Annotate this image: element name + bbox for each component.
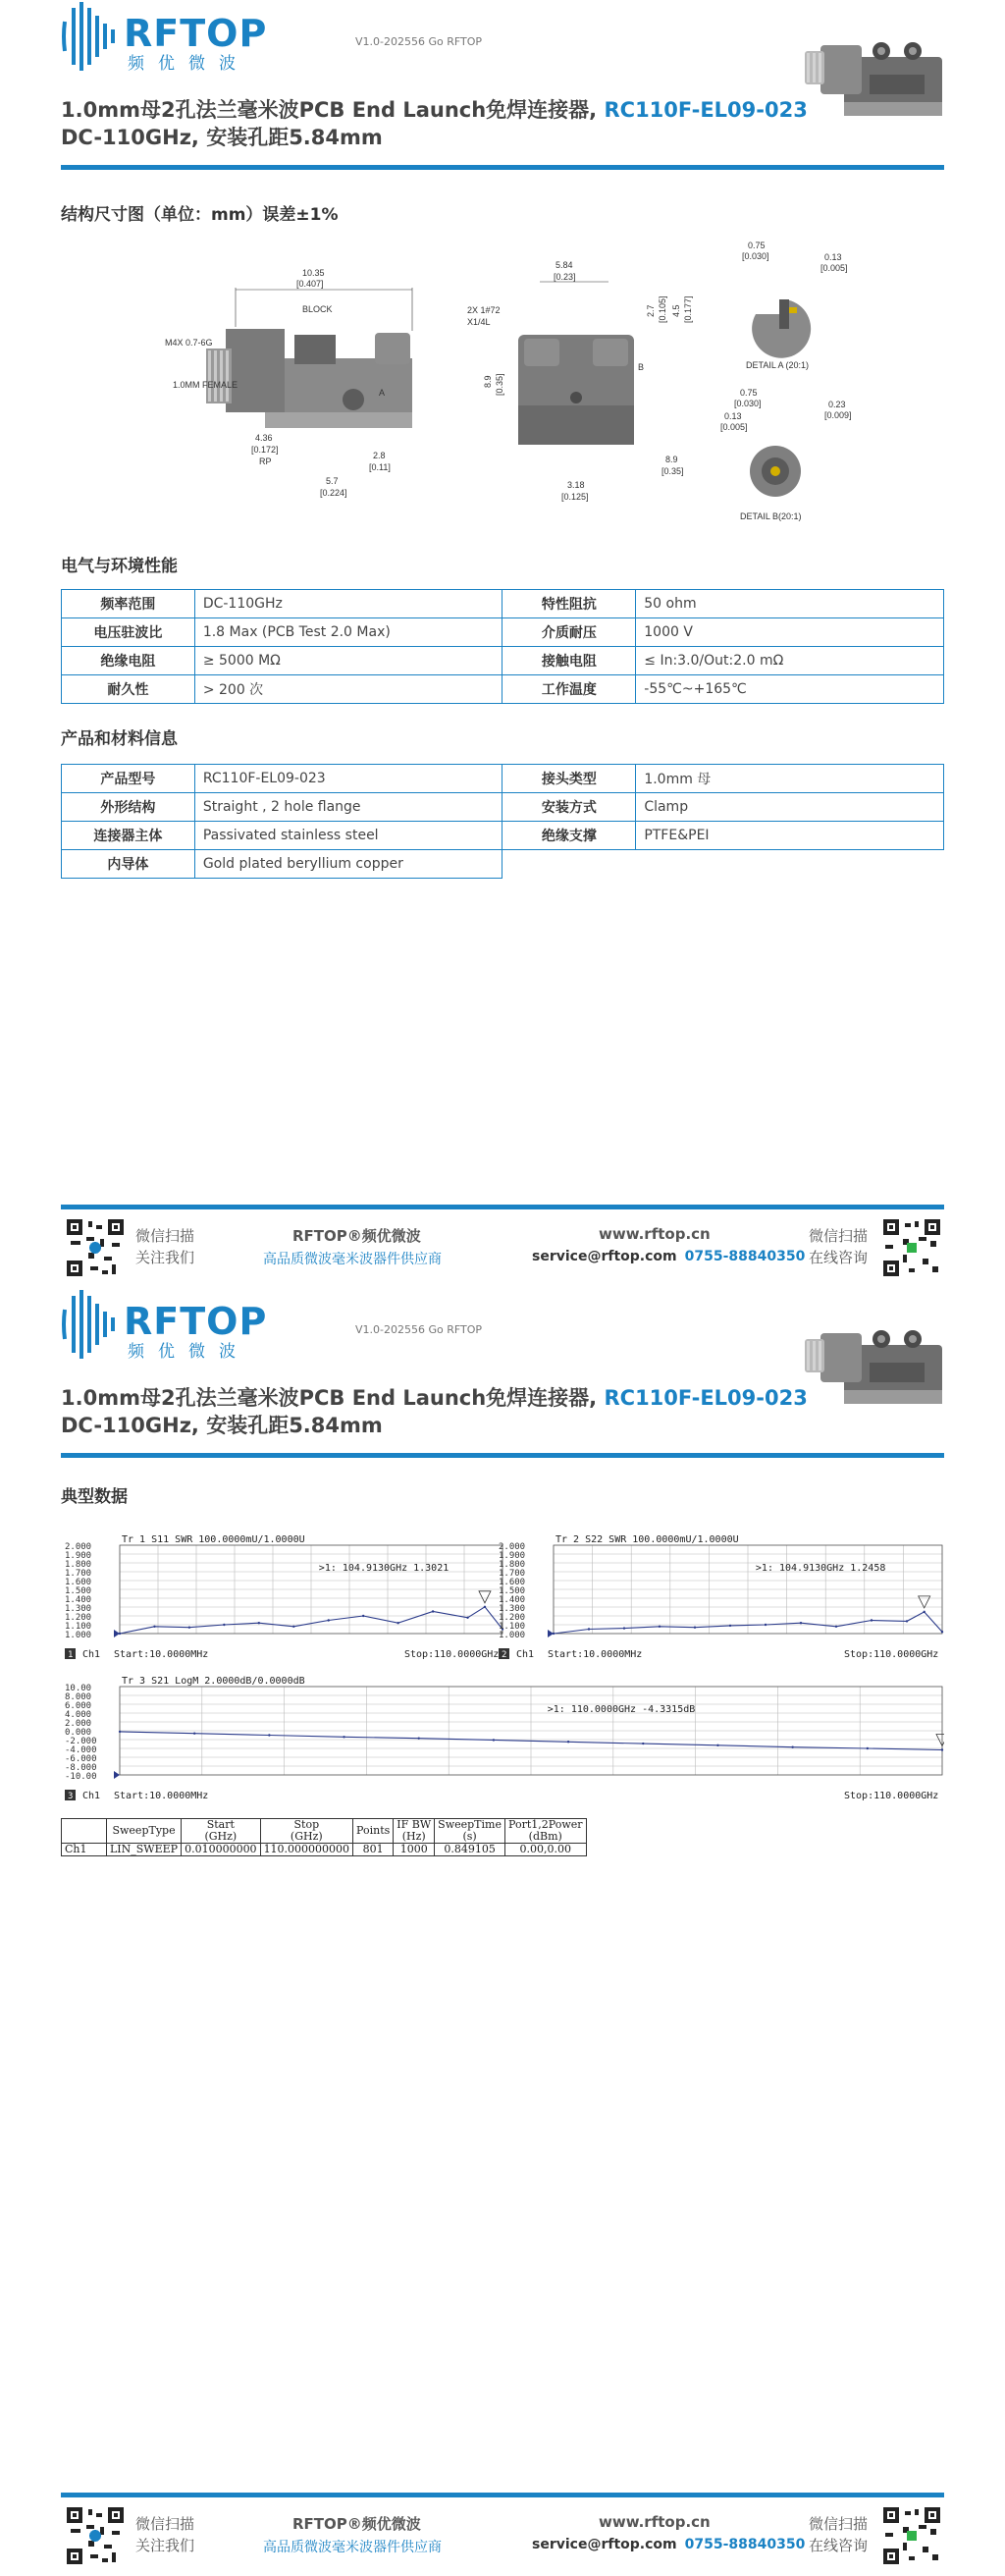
dim-10-35: 10.35	[302, 268, 325, 278]
y-tick-label: 1.100	[499, 1622, 526, 1632]
footer-rule	[61, 2493, 944, 2497]
page-footer	[61, 1217, 944, 1286]
logo-mark-icon	[61, 2, 120, 71]
y-tick-label: 1.600	[65, 1578, 92, 1587]
footer-brand: RFTOP®频优微波	[292, 2515, 421, 2533]
table-row	[62, 1844, 587, 1856]
data-point	[223, 1624, 225, 1626]
y-tick-label: 1.800	[499, 1560, 526, 1570]
footer-phone[interactable]: 0755-88840350	[684, 2537, 806, 2552]
y-tick-label: 1.000	[499, 1631, 526, 1640]
detail-a-dim-0-13: 0.13	[824, 252, 842, 262]
data-point	[871, 1619, 873, 1621]
y-tick-label: -2.000	[65, 1737, 97, 1746]
marker-readout: >1: 104.9130GHz 1.2458	[755, 1563, 886, 1574]
footer-contact	[532, 2537, 805, 2552]
thread-label: M4X 0.7-6G	[165, 338, 213, 348]
dim-3-18: 3.18	[567, 480, 585, 490]
spec-key: 特性阻抗	[502, 590, 636, 618]
trace-index: 3	[68, 1792, 74, 1801]
dim-0-125: [0.125]	[561, 492, 589, 502]
table-cell: 110.000000000	[260, 1844, 352, 1856]
detail-b-view	[720, 388, 852, 521]
sweep-settings-table	[61, 1818, 587, 1856]
part-number: RC110F-EL09-023	[604, 98, 808, 122]
y-tick-label: 1.400	[499, 1595, 526, 1605]
qr-code-icon[interactable]	[881, 1217, 942, 1278]
table-cell: 0.010000000	[182, 1844, 260, 1856]
section-title-dimensions: 结构尺寸图（单位：mm）误差±1%	[61, 205, 339, 225]
data-point	[659, 1626, 661, 1628]
y-tick-label: 0.000	[65, 1728, 92, 1738]
y-tick-label: 2.000	[65, 1719, 92, 1729]
data-point	[623, 1627, 625, 1629]
table-header-cell: Start (GHz)	[182, 1819, 260, 1844]
empty-cell	[502, 850, 636, 879]
spec-key: 介质耐压	[502, 618, 636, 647]
table-cell: Ch1	[62, 1844, 107, 1856]
data-point	[193, 1733, 195, 1735]
dim-8-9: 8.9	[483, 375, 493, 388]
detail-b-dim-0-005: [0.005]	[720, 422, 748, 432]
electrical-table	[61, 589, 944, 704]
part-number: RC110F-EL09-023	[604, 1386, 808, 1410]
qr-code-icon[interactable]	[65, 2505, 126, 2566]
y-tick-label: 1.200	[65, 1613, 92, 1623]
page-footer	[61, 2505, 944, 2574]
marker-triangle	[919, 1596, 930, 1608]
section-title-typical: 典型数据	[61, 1487, 128, 1507]
detail-b-dim-0-75: 0.75	[740, 388, 758, 398]
section-title-material: 产品和材料信息	[61, 729, 178, 749]
spec-value: 1000 V	[636, 618, 944, 647]
spec-value: 1.8 Max (PCB Test 2.0 Max)	[194, 618, 502, 647]
footer-rule	[61, 1205, 944, 1209]
spec-key: 接触电阻	[502, 647, 636, 675]
y-tick-label: 1.700	[499, 1569, 526, 1579]
data-point	[867, 1747, 869, 1749]
qr-code-icon[interactable]	[65, 1217, 126, 1278]
logo-text: RFTOP	[124, 1300, 268, 1343]
y-tick-label: 1.500	[499, 1586, 526, 1596]
data-point	[493, 1739, 495, 1741]
wechat-follow	[135, 1225, 194, 1268]
table-header-cell: SweepTime (s)	[435, 1819, 505, 1844]
dim-4-36: 4.36	[255, 433, 273, 443]
y-tick-label: -6.000	[65, 1754, 97, 1764]
logo-text: RFTOP	[124, 12, 268, 55]
marker-readout: >1: 104.9130GHz 1.3021	[318, 1563, 450, 1574]
marker-triangle	[936, 1734, 944, 1745]
spec-key: 工作温度	[502, 675, 636, 704]
data-point	[418, 1737, 420, 1739]
vna-plots	[61, 1531, 944, 1816]
marker-triangle	[479, 1591, 491, 1603]
footer-email-link[interactable]: service@rftop.com	[532, 1249, 677, 1264]
dim-0-35: [0.35]	[495, 373, 504, 396]
dim-0-172: [0.172]	[251, 445, 279, 455]
data-point	[800, 1622, 802, 1624]
logo-mark-icon	[61, 1290, 120, 1359]
wechat-consult	[809, 2513, 868, 2556]
spec-value: -55℃~+165℃	[636, 675, 944, 704]
y-tick-label: -8.000	[65, 1763, 97, 1773]
data-point	[466, 1617, 468, 1619]
spec-key: 产品型号	[62, 765, 195, 793]
spec-value: ≤ In:3.0/Out:2.0 mΩ	[636, 647, 944, 675]
detail-b-caption: DETAIL B(20:1)	[740, 511, 802, 521]
page-header	[61, 1288, 944, 1460]
data-point	[791, 1745, 793, 1747]
spec-value: Straight , 2 hole flange	[194, 793, 502, 822]
detail-b-dim-0-030: [0.030]	[734, 399, 762, 408]
stop-freq: Stop:110.0000GHz	[404, 1649, 500, 1660]
rftop-logo	[61, 1290, 268, 1362]
trace-title: Tr 2 S22 SWR 100.0000mU/1.0000U	[555, 1534, 739, 1545]
table-row	[62, 822, 944, 850]
footer-email-link[interactable]: service@rftop.com	[532, 2537, 677, 2552]
y-tick-label: 1.900	[65, 1551, 92, 1561]
data-point	[397, 1622, 398, 1624]
y-tick-label: 4.000	[65, 1710, 92, 1720]
product-title	[61, 1382, 808, 1412]
data-point	[923, 1611, 925, 1613]
data-point	[941, 1748, 943, 1750]
spec-key: 内导体	[62, 850, 195, 879]
detail-a-marker: A	[379, 388, 386, 398]
title-prefix: 1.0mm母2孔法兰毫米波PCB End Launch免焊连接器,	[61, 1386, 605, 1410]
y-tick-label: 6.000	[65, 1701, 92, 1711]
dim-0-177: [0.177]	[683, 295, 693, 323]
table-header-cell: Port1,2Power (dBm)	[504, 1819, 586, 1844]
wechat-follow-line1: 微信扫描	[135, 1227, 195, 1245]
dim-2-7: 2.7	[646, 304, 656, 317]
data-point	[941, 1631, 943, 1633]
product-subtitle: DC-110GHz, 安装孔距5.84mm	[61, 1414, 383, 1437]
y-tick-label: 10.00	[65, 1684, 92, 1693]
spec-value: DC-110GHz	[194, 590, 502, 618]
detail-b-dim-0-009: [0.009]	[824, 410, 852, 420]
empty-cell	[636, 850, 944, 879]
trace-title: Tr 3 S21 LogM 2.0000dB/0.0000dB	[122, 1676, 305, 1687]
footer-phone[interactable]: 0755-88840350	[684, 1249, 806, 1264]
table-header-cell: Points	[353, 1819, 394, 1844]
spec-key: 安装方式	[502, 793, 636, 822]
spec-key: 连接器主体	[62, 822, 195, 850]
spec-key: 接头类型	[502, 765, 636, 793]
data-point	[716, 1744, 718, 1746]
footer-slogan: 高品质微波毫米波器件供应商	[263, 1252, 442, 1267]
block-label: BLOCK	[302, 304, 333, 314]
table-cell: 0.00,0.00	[504, 1844, 586, 1856]
table-row	[62, 675, 944, 704]
logo-subtext: 频优微波	[128, 54, 249, 74]
data-point	[119, 1731, 121, 1733]
detail-b-dim-0-13: 0.13	[724, 411, 742, 421]
dim-2-8: 2.8	[373, 451, 386, 460]
spec-value: 50 ohm	[636, 590, 944, 618]
logo-subtext: 频优微波	[128, 1342, 249, 1362]
table-row	[62, 765, 944, 793]
table-cell: 0.849105	[435, 1844, 505, 1856]
trace-index: 1	[68, 1650, 74, 1660]
wechat-consult-line1: 微信扫描	[809, 1227, 869, 1245]
spec-value: Clamp	[636, 793, 944, 822]
data-point	[588, 1628, 590, 1630]
header-rule	[61, 165, 944, 170]
data-point	[835, 1626, 837, 1628]
detail-a-view	[742, 241, 848, 370]
wechat-follow	[135, 2513, 194, 2556]
y-tick-label: 2.000	[499, 1542, 526, 1552]
table-row	[62, 793, 944, 822]
section-title-electrical: 电气与环境性能	[61, 557, 178, 576]
spec-key: 外形结构	[62, 793, 195, 822]
wechat-consult-line2: 在线咨询	[809, 2537, 869, 2554]
table-header-row	[62, 1819, 587, 1844]
detail-a-caption: DETAIL A (20:1)	[746, 360, 810, 370]
dim-0-35-b: [0.35]	[661, 466, 684, 476]
product-subtitle: DC-110GHz, 安装孔距5.84mm	[61, 126, 383, 149]
y-tick-label: 1.700	[65, 1569, 92, 1579]
rftop-logo	[61, 2, 268, 74]
start-freq: Start:10.0000MHz	[114, 1791, 209, 1801]
start-freq: Start:10.0000MHz	[114, 1649, 209, 1660]
wechat-consult-line1: 微信扫描	[809, 2515, 869, 2533]
material-table	[61, 764, 944, 879]
dim-0-407: [0.407]	[296, 279, 324, 289]
y-tick-label: 1.800	[65, 1560, 92, 1570]
data-point	[328, 1619, 330, 1621]
channel-label: Ch1	[82, 1791, 101, 1801]
table-row	[62, 618, 944, 647]
spec-key: 耐久性	[62, 675, 195, 704]
y-tick-label: 1.600	[499, 1578, 526, 1587]
start-freq: Start:10.0000MHz	[548, 1649, 643, 1660]
spec-key: 频率范围	[62, 590, 195, 618]
data-point	[729, 1625, 731, 1627]
wechat-follow-line2: 关注我们	[135, 2537, 195, 2554]
detail-a-dim-0-75: 0.75	[748, 241, 766, 250]
front-view	[467, 260, 693, 502]
y-tick-label: -10.00	[65, 1772, 97, 1782]
wechat-consult-line2: 在线咨询	[809, 1249, 869, 1266]
table-cell: 801	[353, 1844, 394, 1856]
product-image	[801, 1306, 948, 1414]
stop-freq: Stop:110.0000GHz	[844, 1649, 939, 1660]
dim-5-7: 5.7	[326, 476, 339, 486]
table-header-cell: Stop (GHz)	[260, 1819, 352, 1844]
rp-label: RP	[259, 456, 272, 466]
female-label: 1.0MM FEMALE	[173, 380, 238, 390]
dim-0-23: [0.23]	[554, 272, 576, 282]
trace-title: Tr 1 S11 SWR 100.0000mU/1.0000U	[122, 1534, 305, 1545]
y-tick-label: 1.300	[499, 1604, 526, 1614]
wechat-follow-line1: 微信扫描	[135, 2515, 195, 2533]
y-tick-label: 8.000	[65, 1692, 92, 1702]
spec-value: 1.0mm 母	[636, 765, 944, 793]
product-image	[801, 18, 948, 126]
data-point	[906, 1620, 908, 1622]
table-row	[62, 590, 944, 618]
footer-contact	[532, 1249, 805, 1264]
y-tick-label: 2.000	[65, 1542, 92, 1552]
reference-arrow	[114, 1771, 120, 1779]
hole-label: 2X 1#72	[467, 305, 501, 315]
data-point	[362, 1615, 364, 1617]
title-prefix: 1.0mm母2孔法兰毫米波PCB End Launch免焊连接器,	[61, 98, 605, 122]
y-tick-label: 1.500	[65, 1586, 92, 1596]
stop-freq: Stop:110.0000GHz	[844, 1791, 939, 1801]
dim-0-105: [0.105]	[658, 295, 667, 323]
data-point	[642, 1743, 644, 1744]
data-point	[484, 1606, 486, 1608]
dim-0-224: [0.224]	[320, 488, 347, 498]
dim-4-5: 4.5	[671, 304, 681, 317]
data-point	[258, 1622, 260, 1624]
dim-0-11: [0.11]	[369, 462, 391, 472]
footer-website-link[interactable]: www.rftop.cn	[599, 1225, 711, 1243]
table-header-cell	[62, 1819, 107, 1844]
y-tick-label: 1.000	[65, 1631, 92, 1640]
spec-value: ≥ 5000 MΩ	[194, 647, 502, 675]
wechat-consult	[809, 1225, 868, 1268]
footer-slogan: 高品质微波毫米波器件供应商	[263, 2540, 442, 2555]
reference-arrow	[548, 1630, 554, 1637]
reference-arrow	[114, 1630, 120, 1637]
y-tick-label: 1.300	[65, 1604, 92, 1614]
spec-value: Passivated stainless steel	[194, 822, 502, 850]
data-point	[153, 1626, 155, 1628]
page-2	[0, 1288, 1005, 2576]
spec-value: PTFE&PEI	[636, 822, 944, 850]
version-label: V1.0-202556 Go RFTOP	[355, 1323, 483, 1336]
detail-b-marker: B	[638, 362, 645, 372]
side-view	[165, 268, 412, 498]
hole-depth-label: X1/4L	[467, 317, 491, 327]
spec-key: 电压驻波比	[62, 618, 195, 647]
y-tick-label: 1.200	[499, 1613, 526, 1623]
trace-index: 2	[502, 1650, 507, 1660]
dim-8-9-b: 8.9	[665, 455, 678, 464]
channel-label: Ch1	[516, 1649, 535, 1660]
table-cell: LIN_SWEEP	[107, 1844, 182, 1856]
data-point	[343, 1736, 344, 1738]
data-point	[188, 1627, 190, 1629]
detail-a-dim-0-030: [0.030]	[742, 251, 769, 261]
table-row	[62, 647, 944, 675]
data-point	[268, 1734, 270, 1736]
channel-label: Ch1	[82, 1649, 101, 1660]
table-cell: 1000	[394, 1844, 435, 1856]
table-header-cell: IF BW (Hz)	[394, 1819, 435, 1844]
data-point	[432, 1610, 434, 1612]
y-tick-label: 1.100	[65, 1622, 92, 1632]
detail-a-dim-0-005: [0.005]	[820, 263, 848, 273]
data-point	[292, 1626, 294, 1628]
spec-value: > 200 次	[194, 675, 502, 704]
y-tick-label: -4.000	[65, 1745, 97, 1755]
page-header	[61, 0, 944, 172]
data-point	[567, 1741, 569, 1743]
header-rule	[61, 1453, 944, 1458]
dim-5-84: 5.84	[555, 260, 573, 270]
footer-brand: RFTOP®频优微波	[292, 1227, 421, 1245]
table-row	[62, 850, 944, 879]
qr-code-icon[interactable]	[881, 2505, 942, 2566]
spec-key: 绝缘电阻	[62, 647, 195, 675]
spec-value: Gold plated beryllium copper	[194, 850, 502, 879]
dimension-drawing	[147, 241, 893, 525]
y-tick-label: 1.900	[499, 1551, 526, 1561]
product-title	[61, 94, 808, 124]
version-label: V1.0-202556 Go RFTOP	[355, 35, 483, 48]
data-point	[694, 1627, 696, 1629]
wechat-follow-line2: 关注我们	[135, 1249, 195, 1266]
data-point	[765, 1624, 767, 1626]
y-tick-label: 1.400	[65, 1595, 92, 1605]
marker-readout: >1: 110.0000GHz -4.3315dB	[547, 1704, 696, 1715]
spec-key: 绝缘支撑	[502, 822, 636, 850]
detail-b-dim-0-23: 0.23	[828, 400, 846, 409]
spec-value: RC110F-EL09-023	[194, 765, 502, 793]
table-header-cell: SweepType	[107, 1819, 182, 1844]
footer-website-link[interactable]: www.rftop.cn	[599, 2513, 711, 2531]
